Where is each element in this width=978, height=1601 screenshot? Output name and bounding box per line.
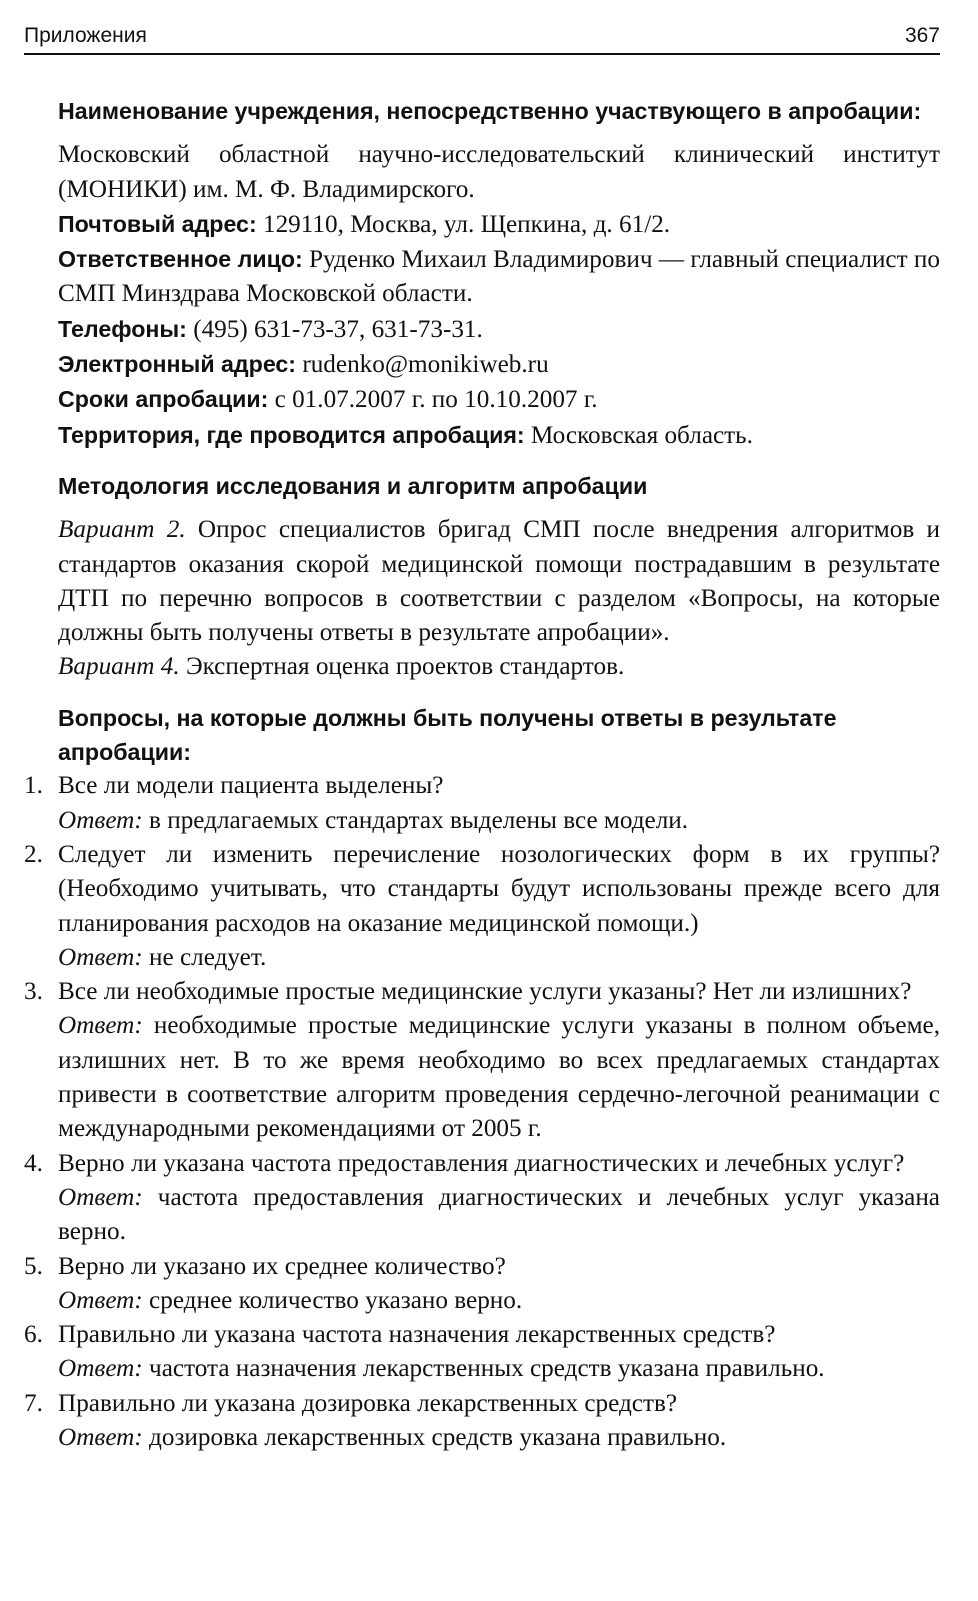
- item-number: 5.: [24, 1252, 43, 1280]
- variant-2: [24, 513, 940, 650]
- item-answer: [58, 1181, 940, 1250]
- email-line: [24, 347, 940, 382]
- item-number: 2.: [24, 840, 43, 868]
- dates-line: [24, 382, 940, 417]
- item-answer: [58, 941, 940, 975]
- item-answer: [58, 1009, 940, 1146]
- questions-heading: Вопросы, на которые должны быть получены ответы в результате апробации:: [58, 704, 837, 766]
- item-question: Все ли модели пациента выделены?: [58, 772, 444, 800]
- institution-heading: Наименование учреждения, непосредственно участвующего в апробации:: [58, 98, 922, 124]
- territory-label: Территория, где проводится апробация:: [58, 421, 525, 448]
- variant-4-text: Экспертная оценка проектов стандартов.: [185, 653, 625, 681]
- item-answer: [58, 804, 940, 838]
- variant-4: [24, 650, 940, 684]
- dates-value: с 01.07.2007 г. по 10.10.2007 г.: [274, 386, 598, 414]
- list-item: [24, 769, 940, 838]
- item-question: Верно ли указана частота предоставления диагностических и лечебных услуг?: [58, 1149, 905, 1177]
- address-label: Почтовый адрес:: [58, 210, 257, 237]
- variant-4-label: Вариант 4.: [58, 653, 180, 681]
- item-answer: [58, 1284, 940, 1318]
- variant-2-text: Опрос специалистов бригад СМП после внедрения алгоритмов и стандартов оказания скорой медицинской помощи пострадавшим в результате ДТП по перечню вопросов в соответствии с разделом «Вопросы, на которые должны быть получены ответы в результате апробации».: [58, 516, 940, 647]
- item-number: 6.: [24, 1321, 43, 1349]
- item-answer: [58, 1352, 940, 1386]
- institution-name: Московский областной научно-исследовательский клинический институт (МОНИКИ) им. М. Ф. Владимирского.: [58, 141, 940, 203]
- phones-label: Телефоны:: [58, 315, 187, 342]
- page-number: 367: [904, 24, 940, 47]
- answer-text: необходимые простые медицинские услуги указаны в полном объеме, излишних нет. В то же время необходимо во всех предлагаемых стандартах привести в соответствие алгоритм проведения сердечно-легочной реанимации с международными рекомендациями от 2005 г.: [58, 1012, 940, 1143]
- answer-label: Ответ:: [58, 1286, 143, 1314]
- item-question: Следует ли изменить перечисление нозологических форм в их группы? (Необходимо учитывать, что стандарты будут использованы прежде всего для планирования расходов на оказание медицинской помощи.): [58, 840, 940, 937]
- answer-label: Ответ:: [58, 1423, 143, 1451]
- page-content: [24, 94, 940, 1455]
- answer-text: дозировка лекарственных средств указана правильно.: [149, 1423, 727, 1451]
- item-question: Правильно ли указана частота назначения лекарственных средств?: [58, 1321, 776, 1349]
- person-line: [24, 242, 940, 312]
- list-item: [24, 1250, 940, 1319]
- running-header: [24, 22, 940, 55]
- list-item: [24, 1147, 940, 1250]
- item-answer: [58, 1421, 940, 1455]
- list-item: [24, 1318, 940, 1387]
- email-label: Электронный адрес:: [58, 351, 297, 378]
- answer-label: Ответ:: [58, 943, 143, 971]
- answer-label: Ответ:: [58, 1355, 143, 1383]
- phones-line: [24, 312, 940, 347]
- item-number: 7.: [24, 1389, 43, 1417]
- territory-line: [24, 418, 940, 453]
- answer-text: частота назначения лекарственных средств указана правильно.: [149, 1355, 825, 1383]
- person-value: Руденко Михаил Владимирович — главный специалист по СМП Минздрава Московской области.: [58, 246, 940, 308]
- methodology-heading: Методология исследования и алгоритм апробации: [58, 472, 648, 499]
- answer-text: частота предоставления диагностических и лечебных услуг указана верно.: [58, 1183, 940, 1246]
- variant-2-label: Вариант 2.: [58, 516, 186, 544]
- answer-text: не следует.: [149, 943, 267, 971]
- item-number: 4.: [24, 1149, 43, 1177]
- list-item: [24, 1387, 940, 1456]
- item-question: Верно ли указано их среднее количество?: [58, 1252, 506, 1280]
- section-title: Приложения: [24, 24, 147, 47]
- list-item: [24, 838, 940, 975]
- answer-text: в предлагаемых стандартах выделены все модели.: [149, 806, 689, 834]
- answer-label: Ответ:: [58, 806, 143, 834]
- phones-value: (495) 631-73-37, 631-73-31.: [193, 315, 483, 343]
- item-question: Правильно ли указана дозировка лекарственных средств?: [58, 1389, 678, 1417]
- item-question: Все ли необходимые простые медицинские услуги указаны? Нет ли излишних?: [58, 978, 912, 1006]
- address-value: 129110, Москва, ул. Щепкина, д. 61/2.: [262, 210, 671, 238]
- list-item: [24, 975, 940, 1146]
- item-number: 1.: [24, 772, 43, 800]
- answer-label: Ответ:: [58, 1012, 143, 1040]
- questions-list: [24, 769, 940, 1455]
- answer-text: среднее количество указано верно.: [149, 1286, 523, 1314]
- answer-label: Ответ:: [58, 1183, 143, 1211]
- email-value: rudenko@monikiweb.ru: [302, 351, 549, 379]
- address-line: [24, 207, 940, 242]
- territory-value: Московская область.: [530, 421, 753, 449]
- dates-label: Сроки апробации:: [58, 386, 269, 413]
- item-number: 3.: [24, 978, 43, 1006]
- person-label: Ответственное лицо:: [58, 246, 303, 273]
